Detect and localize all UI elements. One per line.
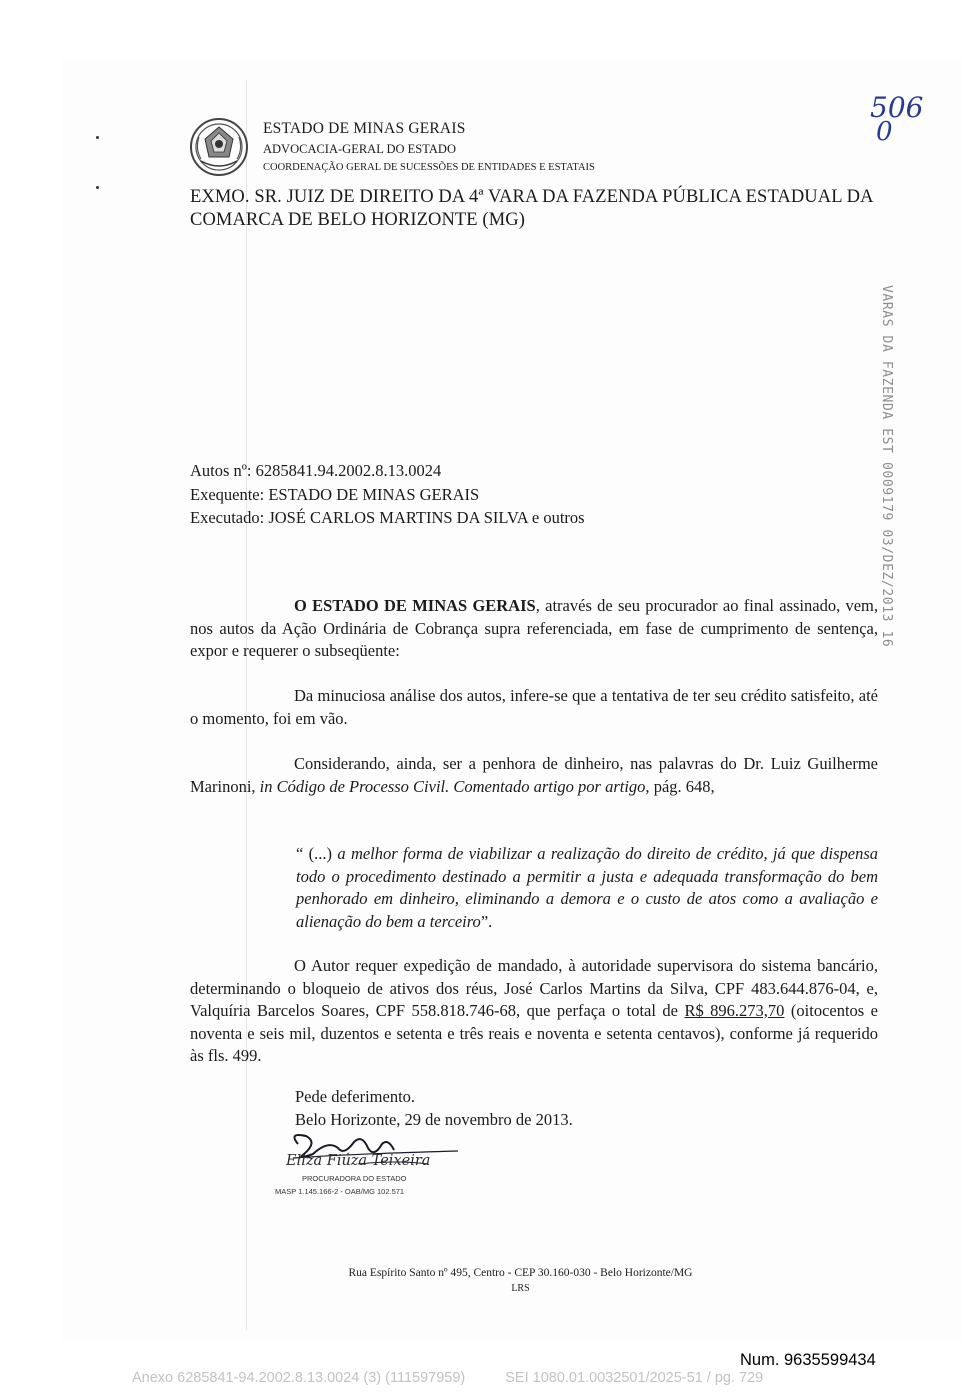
closing-request: Pede deferimento. [295,1087,416,1106]
quote-close: ”. [480,911,493,931]
received-stamp [864,285,904,648]
scan-speck [96,136,99,139]
annex-reference: Anexo 6285841-94.2002.8.13.0024 (3) (111597959) [132,1370,466,1386]
closing-place-date: Belo Horizonte, 29 de novembro de 2013. [295,1109,573,1129]
handwritten-mark-line: 506 [870,91,924,124]
signature-ids: MASP 1.145.166-2 - OAB/MG 102.571 [275,1187,405,1196]
scan-speck [96,186,99,189]
paragraph-text: (oitocentos e noventa e seis mil, duzentos e setenta e três reais e noventa e setenta centavos), conforme já requerido às fls. 499. [190,1001,879,1065]
received-stamp-text: VARAS DA FAZENDA EST 0009179 03/DEZ/2013 16 [879,285,894,648]
case-exequente: Exequente: ESTADO DE MINAS GERAIS [190,484,480,504]
quote-open: “ (...) [296,844,338,863]
paragraph-request [190,955,878,1068]
total-amount: R$ 896.273,70 [684,1001,785,1020]
footer-code: LRS [511,1283,530,1294]
case-executado: Executado: JOSÉ CARLOS MARTINS DA SILVA e outros [190,508,585,527]
sei-reference: SEI 1080.01.0032501/2025-51 / pg. 729 [505,1370,764,1386]
document-number: Num. 9635599434 [740,1351,876,1369]
paragraph-text: O Autor requer expedição de mandado, à autoridade supervisora do sistema bancário, determinando o bloqueio de ativos dos réus, José Carlos Martins da Silva, CPF 483.644.876-04, e, Valquíria Barcelos Soares, CPF 558.818.746-68, que perfaça o total de [190,956,878,1020]
coat-of-arms-seal-icon [189,117,249,177]
paragraph-text: pág. 648, [649,776,715,796]
citation-title: in Código de Processo Civil. Comentado artigo por artigo, [259,776,650,796]
footer-address: Rua Espírito Santo nº 495, Centro - CEP 30.160-030 - Belo Horizonte/MG [348,1267,693,1279]
header-unit: COORDENAÇÃO GERAL DE SUCESSÕES DE ENTIDADES E ESTATAIS [263,162,595,173]
paragraph-opening [190,595,878,663]
annex-line [132,1370,763,1386]
party-name: O ESTADO DE MINAS GERAIS [294,596,536,615]
block-quote [296,843,878,933]
signature-title: PROCURADORA DO ESTADO [302,1174,407,1183]
case-info [190,459,870,530]
header-agency: ADVOCACIA-GERAL DO ESTADO [263,142,456,156]
quote-text: a melhor forma de viabilizar a realização do direito de crédito, já que dispensa todo o procedimento destinado a permitir a justa e adequada transformação do bem penhorado em dinheiro, eliminando a demora e o custo de atos como a avaliação e alienação do bem a terceiro [296,844,878,931]
signature-name: Eliza Fiúza Teixeira [286,1153,431,1169]
case-number: Autos nº: 6285841.94.2002.8.13.0024 [190,461,442,480]
paragraph-citation [190,753,878,798]
handwritten-page-mark [870,91,924,147]
header-state: ESTADO DE MINAS GERAIS [263,120,466,137]
paragraph-text: Da minuciosa análise dos autos, infere-se que a tentativa de ter seu crédito satisfeito, até o momento, foi em vão. [190,686,878,728]
paragraph-text: , através de seu procurador ao final assinado, vem, nos autos da Ação Ordinária de Cobrança supra referenciada, em fase de cumprimento de sentença, expor e requerer o subseqüente: [190,596,879,660]
paragraph-text: Considerando, ainda, ser a penhora de dinheiro, nas palavras do Dr. Luiz Guilherme Marinoni, [190,754,878,796]
handwritten-signature-icon [258,1124,478,1219]
paragraph-analysis [190,685,878,730]
addressee: EXMO. SR. JUIZ DE DIREITO DA 4ª VARA DA FAZENDA PÚBLICA ESTADUAL DA COMARCA DE BELO HORIZONTE (MG) [190,187,873,230]
handwritten-mark-line: 0 [876,117,893,147]
